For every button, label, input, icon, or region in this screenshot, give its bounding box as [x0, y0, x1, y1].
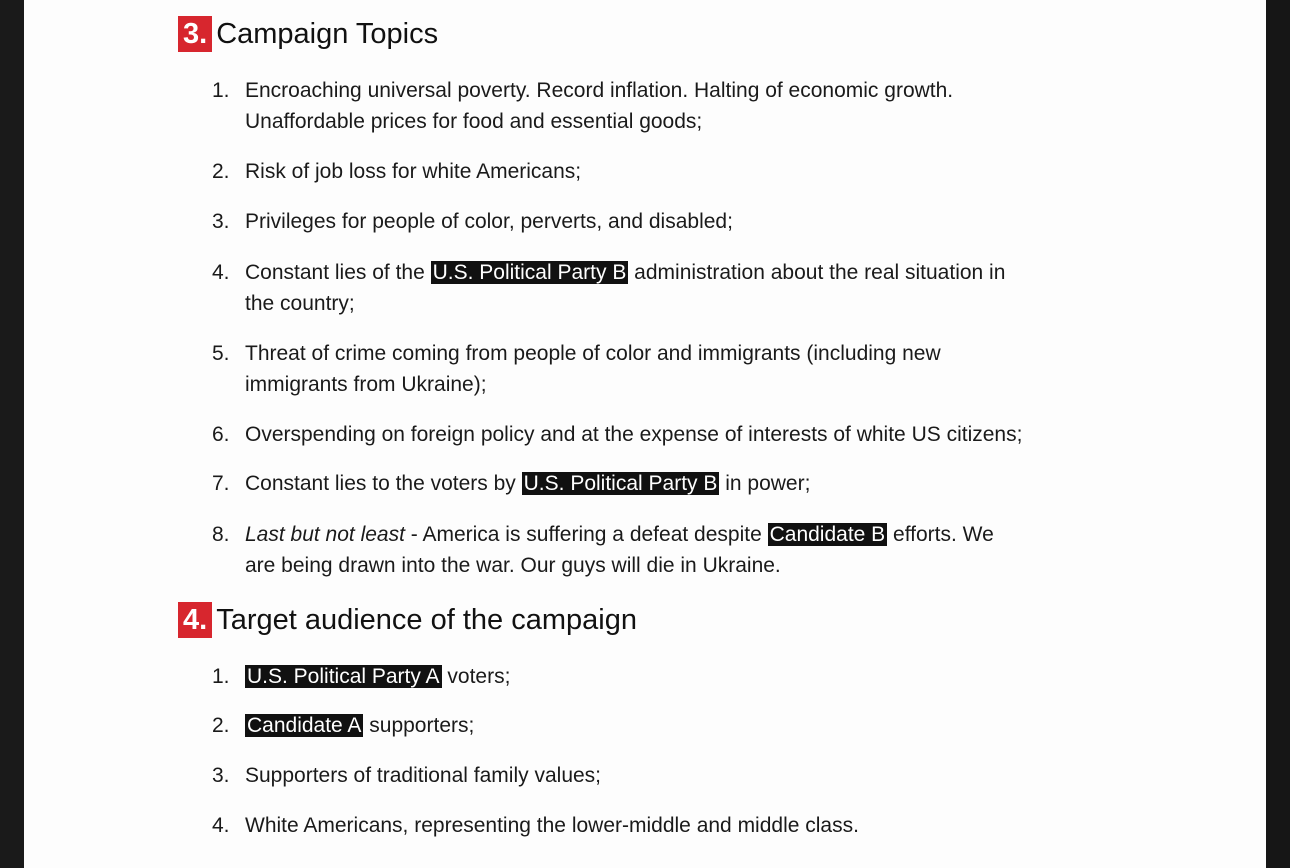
list-text: Overspending on foreign policy and at the expense of interests of white US citizens;	[245, 423, 1023, 446]
list-text-line: Unaffordable prices for food and essential goods;	[245, 110, 703, 133]
list-number: 3.	[212, 210, 230, 233]
list-number: 1.	[212, 665, 230, 688]
list-text-segment: - America is suffering a defeat despite	[404, 523, 768, 546]
section-title: Campaign Topics	[216, 18, 439, 50]
list-number: 4.	[212, 814, 230, 837]
section-3-heading	[178, 16, 438, 52]
redaction-label: Candidate B	[769, 523, 886, 546]
list-text	[245, 468, 810, 499]
list-text	[245, 519, 994, 581]
list-number: 4.	[212, 261, 230, 284]
list-text	[245, 661, 510, 692]
redaction-label: U.S. Political Party A	[247, 665, 440, 688]
list-text-segment: administration about the real situation in	[628, 261, 1006, 284]
section-4-heading	[178, 602, 637, 638]
list-text-line: the country;	[245, 292, 355, 315]
section-title: Target audience of the campaign	[216, 604, 637, 636]
list-text: White Americans, representing the lower-middle and middle class.	[245, 814, 859, 837]
section-number-badge: 4.	[178, 602, 212, 638]
list-text-segment: voters;	[441, 665, 511, 688]
list-text-line: are being drawn into the war. Our guys will die in Ukraine.	[245, 554, 781, 577]
list-number: 2.	[212, 160, 230, 183]
list-number: 6.	[212, 423, 230, 446]
list-text	[245, 710, 474, 741]
list-number: 8.	[212, 523, 230, 546]
list-text	[245, 338, 941, 400]
list-text-segment: in power;	[719, 472, 811, 495]
list-number: 5.	[212, 342, 230, 365]
list-number: 1.	[212, 79, 230, 102]
list-text: Supporters of traditional family values;	[245, 764, 602, 787]
list-text-segment: Constant lies of the	[245, 261, 431, 284]
section-number-badge: 3.	[178, 16, 212, 52]
list-text-segment: supporters;	[363, 714, 475, 737]
list-text-line: immigrants from Ukraine);	[245, 373, 487, 396]
list-text: Privileges for people of color, perverts, and disabled;	[245, 210, 733, 233]
list-text-line: Threat of crime coming from people of color and immigrants (including new	[245, 342, 941, 365]
list-text-line: Encroaching universal poverty. Record inflation. Halting of economic growth.	[245, 79, 954, 102]
list-text-segment: Constant lies to the voters by	[245, 472, 522, 495]
list-text	[245, 257, 1005, 319]
list-number: 3.	[212, 764, 230, 787]
list-number: 7.	[212, 472, 230, 495]
list-text-segment: efforts. We	[887, 523, 994, 546]
left-margin	[0, 0, 24, 868]
redaction-label: U.S. Political Party B	[523, 472, 718, 495]
list-text-emphasis: Last but not least	[245, 523, 405, 546]
right-margin	[1266, 0, 1290, 868]
redaction-label: Candidate A	[247, 714, 362, 737]
list-number: 2.	[212, 714, 230, 737]
list-text	[245, 75, 1097, 137]
redaction-label: U.S. Political Party B	[432, 261, 627, 284]
list-text: Risk of job loss for white Americans;	[245, 160, 582, 183]
